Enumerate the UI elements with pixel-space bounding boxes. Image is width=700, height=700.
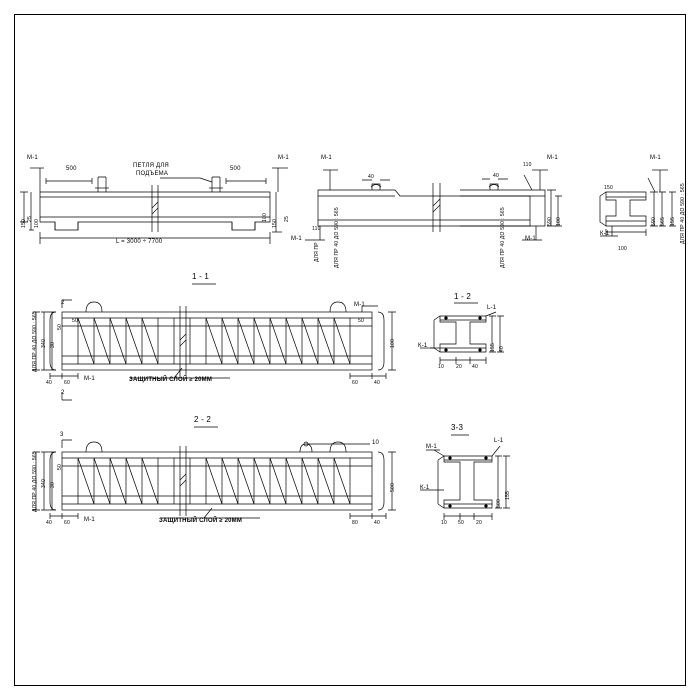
- s11-vertical-note: ДЛЯ ПР 40 ДО 590 : 565: [32, 311, 38, 372]
- gg-note: ДЛЯ ПР 40 ДО 590 : 565: [680, 183, 686, 244]
- mark-k1-s33: К-1: [420, 485, 430, 491]
- mark-m1-s11-right: М-1: [354, 302, 365, 308]
- mark-m1-gg: М-1: [650, 155, 661, 161]
- plan-right-dim-25: 25: [284, 216, 290, 222]
- note-loop-text-2: ПОДЪЕМА: [136, 171, 169, 177]
- s22-left-dim-30: 30: [50, 482, 56, 488]
- s12-dim-155: 155: [490, 343, 496, 352]
- elev-note-right-full: ДЛЯ ПР 40 ДО 590 : 565: [500, 207, 506, 268]
- s22-bottom-right-dim-40: 40: [374, 520, 380, 526]
- s22-bottom-right-dim-80: 80: [352, 520, 358, 526]
- section-gg-view: [600, 170, 676, 236]
- overall-length-dim: L = 3000 ÷ 7700: [116, 239, 163, 245]
- mark-m1-s33: М-1: [426, 444, 437, 450]
- s11-left-dim-340: 340: [41, 339, 47, 348]
- mark-k1-gg: К-1: [600, 231, 610, 237]
- plan-left-dim-25: 25: [27, 216, 33, 222]
- s11-dim-50-right: 50: [358, 318, 364, 324]
- s12-dim-20: 20: [456, 364, 462, 370]
- s33-dim-500: 500: [496, 499, 502, 508]
- plan-top-view: [20, 168, 288, 244]
- mark-m1-elev-right: М-1: [547, 155, 558, 161]
- plan-left-dim-100: 100: [34, 219, 40, 228]
- s22-left-dim-50: 50: [57, 464, 63, 470]
- s22-callout-10: 10: [372, 440, 380, 446]
- section-cut-marker-2-bottom: 2: [61, 390, 65, 396]
- elev-note-110-left: 110: [312, 226, 321, 232]
- s11-left-dim-50: 50: [57, 324, 63, 330]
- s33-dim-155: 155: [505, 491, 511, 500]
- s22-vertical-note: ДЛЯ ПР 40 ДО 590 : 565: [32, 451, 38, 512]
- s11-bottom-right-dim-60: 60: [352, 380, 358, 386]
- s11-bottom-dim-60: 60: [64, 380, 70, 386]
- elev-dim-100: 100: [556, 217, 562, 226]
- section-33-title: 3-3: [451, 423, 464, 432]
- section-cut-marker-2-top: 2: [61, 300, 65, 306]
- elev-note-dlya-pr-left: ДЛЯ ПР: [314, 242, 320, 262]
- section-12-title: 1 - 2: [454, 292, 472, 301]
- s11-left-dim-30: 30: [50, 342, 56, 348]
- protective-layer-note-1: ЗАЩИТНЫЙ СЛОЙ ≥ 20ММ: [129, 377, 213, 383]
- mark-m1-s22-bottom: М-1: [84, 517, 95, 523]
- s12-dim-40b: 40: [472, 364, 478, 370]
- mark-l1-s12: L-1: [487, 305, 497, 311]
- elev-note-left-full: ДЛЯ ПР 40 ДО 590 : 565: [334, 207, 340, 268]
- dim-500-left: 500: [66, 166, 77, 172]
- note-loop-text-1: ПЕТЛЯ ДЛЯ: [133, 163, 169, 169]
- section-cut-marker-3: 3: [60, 432, 64, 438]
- mark-m1-s11-bottom: М-1: [84, 376, 95, 382]
- gg-dim-565: 565: [660, 217, 666, 226]
- mark-l1-s33: L-1: [494, 438, 504, 444]
- gg-dim-590: 590: [651, 217, 657, 226]
- plan-right-dim-150: 150: [272, 219, 278, 228]
- s33-dim-50: 50: [458, 520, 464, 526]
- elev-dim-40-left: 40: [368, 174, 374, 180]
- plan-left-dim-150: 150: [21, 219, 27, 228]
- s33-dim-10: 10: [441, 520, 447, 526]
- section-22-view: [33, 427, 396, 519]
- mark-m1-elev-bottom-right: М-1: [525, 236, 536, 242]
- elevation-view: [305, 170, 562, 240]
- section-12-view: [420, 303, 504, 364]
- mark-k1-s12: К-1: [418, 343, 428, 349]
- elev-dim-40-right: 40: [493, 173, 499, 179]
- s12-dim-40: 40: [499, 346, 505, 352]
- plan-right-dim-100: 100: [262, 213, 268, 222]
- protective-layer-note-2: ЗАЩИТНЫЙ СЛОЙ ≥ 20ММ: [159, 518, 243, 524]
- gg-dim-100: 100: [618, 246, 627, 252]
- s11-right-dim-100: 100: [390, 339, 396, 348]
- dim-500-right: 500: [230, 166, 241, 172]
- s22-right-dim-500: 500: [390, 483, 396, 492]
- s11-bottom-dim-40: 40: [46, 380, 52, 386]
- s11-dim-50-left: 50: [72, 318, 78, 324]
- s12-dim-10: 10: [438, 364, 444, 370]
- s11-bottom-right-dim-40: 40: [374, 380, 380, 386]
- elev-note-110-right: 110: [523, 162, 532, 168]
- gg-dim-155: 155: [670, 217, 676, 226]
- section-22-title: 2 - 2: [194, 415, 212, 424]
- mark-m1-plan-left: М-1: [27, 155, 38, 161]
- mark-m1-plan-right: М-1: [278, 155, 289, 161]
- s22-left-dim-340: 340: [41, 479, 47, 488]
- s33-dim-20: 20: [476, 520, 482, 526]
- section-11-title: 1 - 1: [192, 272, 210, 281]
- gg-dim-150: 150: [604, 185, 613, 191]
- mark-m1-elev-left: М-1: [321, 155, 332, 161]
- elev-dim-590: 590: [547, 217, 553, 226]
- mark-m1-elev-bottom-left: М-1: [291, 236, 302, 242]
- s22-bottom-dim-60: 60: [64, 520, 70, 526]
- s22-bottom-dim-40: 40: [46, 520, 52, 526]
